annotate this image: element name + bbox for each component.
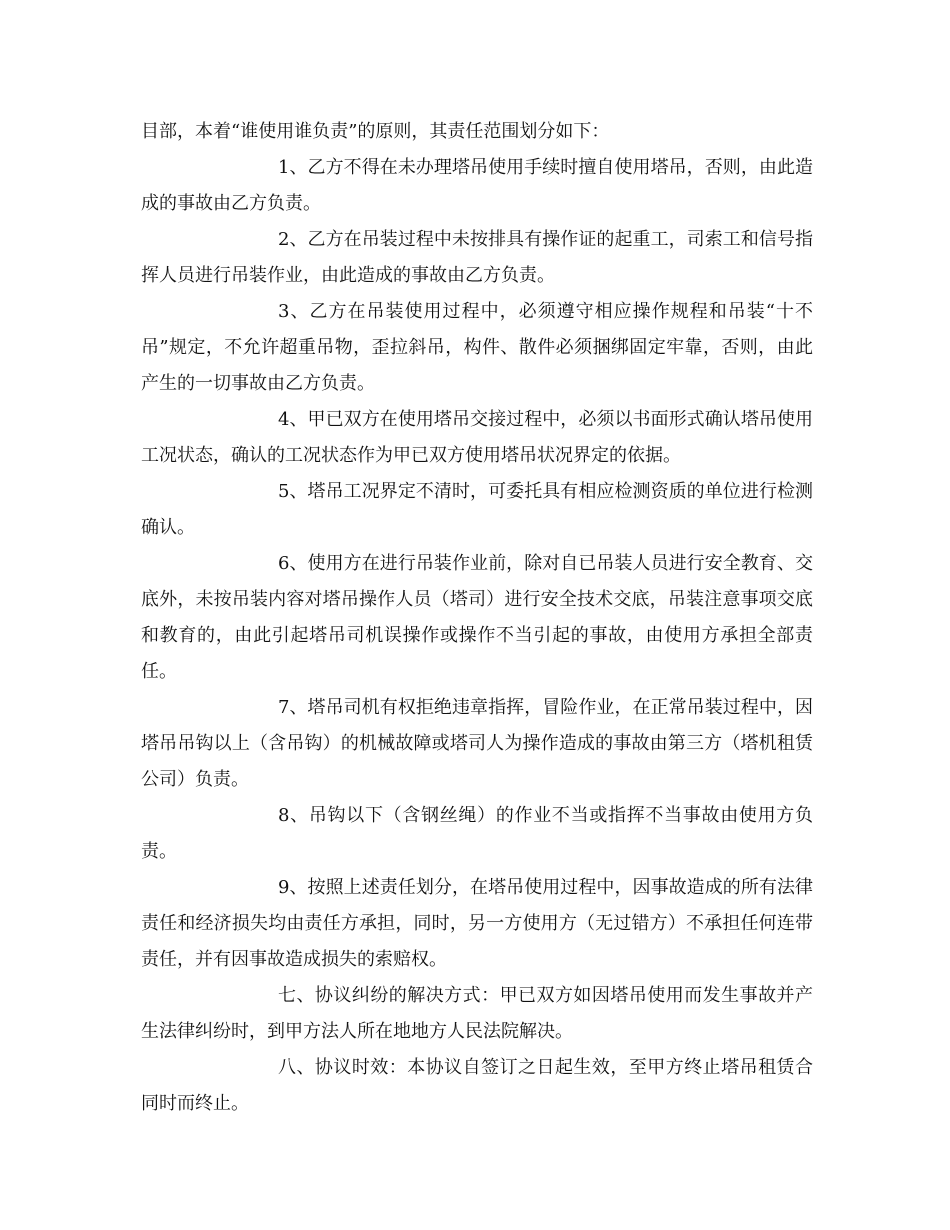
paragraph-clause-4: 4、甲已双方在使用塔吊交接过程中，必须以书面形式确认塔吊使用工况状态，确认的工况状态作为甲已双方使用塔吊状况界定的依据。 <box>141 409 813 466</box>
paragraph-clause-9: 9、按照上述责任划分，在塔吊使用过程中，因事故造成的所有法律责任和经济损失均由责任方承担，同时，另一方使用方（无过错方）不承担任何连带责任，并有因事故造成损失的索赔权。 <box>141 877 813 970</box>
paragraph-clause-3: 3、乙方在吊装使用过程中，必须遵守相应操作规程和吊装“十不吊”规定，不允许超重吊物，歪拉斜吊，构件、散件必须捆绑固定牢靠，否则，由此产生的一切事故由乙方负责。 <box>141 301 813 394</box>
paragraph-clause-7: 7、塔吊司机有权拒绝违章指挥，冒险作业，在正常吊装过程中，因塔吊吊钩以上（含吊钩）的机械故障或塔司人为操作造成的事故由第三方（塔机租赁公司）负责。 <box>141 697 813 790</box>
paragraph-clause-8: 8、吊钩以下（含钢丝绳）的作业不当或指挥不当事故由使用方负责。 <box>141 805 813 862</box>
document-body <box>141 114 813 1122</box>
paragraph-clause-2: 2、乙方在吊装过程中未按排具有操作证的起重工，司索工和信号指挥人员进行吊装作业，由此造成的事故由乙方负责。 <box>141 229 813 286</box>
paragraph-section-8: 八、协议时效：本协议自签订之日起生效，至甲方终止塔吊租赁合同时而终止。 <box>141 1057 813 1114</box>
paragraph-section-7: 七、协议纠纷的解决方式：甲已双方如因塔吊使用而发生事故并产生法律纠纷时，到甲方法人所在地地方人民法院解决。 <box>141 985 813 1042</box>
paragraph-clause-6: 6、使用方在进行吊装作业前，除对自已吊装人员进行安全教育、交底外，未按吊装内容对塔吊操作人员（塔司）进行安全技术交底，吊装注意事项交底和教育的，由此引起塔吊司机误操作或操作不当引起的事故，由使用方承担全部责任。 <box>141 553 813 682</box>
paragraph-clause-1: 1、乙方不得在未办理塔吊使用手续时擅自使用塔吊，否则，由此造成的事故由乙方负责。 <box>141 157 813 214</box>
paragraph-intro: 目部，本着“谁使用谁负责”的原则，其责任范围划分如下： <box>141 121 610 142</box>
paragraph-clause-5: 5、塔吊工况界定不清时，可委托具有相应检测资质的单位进行检测确认。 <box>141 481 813 538</box>
